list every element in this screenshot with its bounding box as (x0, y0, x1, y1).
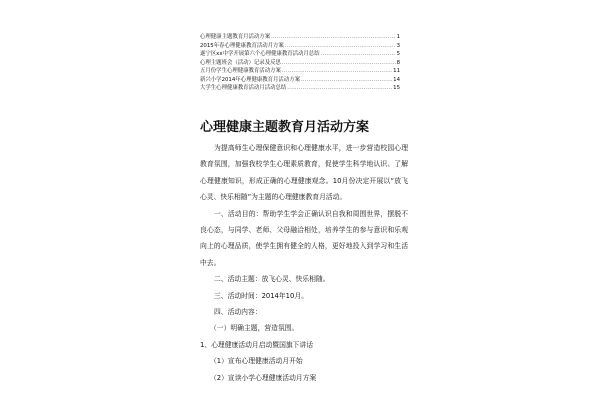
document-title: 心理健康主题教育月活动方案 (200, 120, 370, 135)
toc-entry[interactable] (200, 67, 400, 76)
toc-entry[interactable] (200, 33, 400, 42)
list-subitem: （1）宣布心理健康活动月开始 (210, 357, 303, 366)
toc-entry-page: 11 (393, 68, 400, 74)
toc-entry[interactable] (200, 84, 400, 93)
list-item: 1、心理健康活动月启动暨国旗下讲话 (200, 340, 314, 349)
toc-entry[interactable] (200, 76, 400, 85)
toc-entry-title: 心理健康主题教育月活动方案 (200, 34, 271, 40)
toc-leader-dots (285, 42, 396, 51)
toc-leader-dots (321, 50, 396, 59)
table-of-contents (200, 33, 400, 93)
toc-entry-page: 3 (396, 42, 400, 49)
toc-entry[interactable] (200, 59, 400, 68)
toc-entry-title: 2015年春心理健康教育活动月方案 (200, 42, 284, 49)
toc-leader-dots (301, 76, 392, 85)
list-subitem: （2）宣读小学心理健康活动月方案 (210, 373, 317, 382)
toc-entry-page: 1 (396, 34, 400, 40)
toc-entry-title: 心理主题班会（活动）记录及反思 (200, 59, 281, 66)
toc-entry-page: 8 (396, 59, 400, 66)
toc-entry-page: 15 (393, 85, 400, 91)
toc-entry-page: 14 (393, 76, 400, 83)
toc-entry-title: 新兴小学2014年心理健康教育月活动方案 (200, 76, 300, 83)
toc-leader-dots (282, 59, 396, 68)
toc-leader-dots (287, 84, 392, 93)
toc-leader-dots (282, 67, 392, 76)
toc-leader-dots (271, 33, 395, 42)
toc-entry-title: 遂宁区xx中学开展第六个心理健康教育活动月总结 (200, 51, 320, 57)
intro-paragraph: 为提高师生心理保健意识和心理健康水平，进一步营造校园心理教育氛围，加强我校学生心理素质教育，促使学生科学地认识、了解心理健康知识，形成正确的心理健康观念。10月份决定开展以“放飞心灵、快乐相随”为主题的心理健康教育月活动。 (200, 144, 408, 202)
subsection-heading: （一）明确主题，营造氛围。 (210, 324, 299, 333)
document-body (200, 140, 408, 386)
section-purpose: 一、活动目的：帮助学生学会正确认识自我和周围世界，摆脱不良心态，与同学、老师、父母融洽相处，培养学生的参与意识和乐观向上的心理品质，使学生拥有健全的人格，更好地投入到学习和生活中去。 (200, 209, 408, 267)
section-theme: 二、活动主题：放飞心灵、快乐相随。 (214, 275, 330, 284)
toc-entry-title: 大学生心理健康教育活动月活动总结 (200, 85, 287, 91)
toc-entry[interactable] (200, 42, 400, 51)
toc-entry-page: 5 (396, 51, 400, 57)
toc-entry[interactable] (200, 50, 400, 59)
section-content-heading: 四、活动内容： (214, 308, 262, 317)
toc-entry-title: 五月份学生心理健康教育活动方案 (200, 68, 281, 74)
section-time: 三、活动时间：2014年10月。 (214, 291, 308, 300)
